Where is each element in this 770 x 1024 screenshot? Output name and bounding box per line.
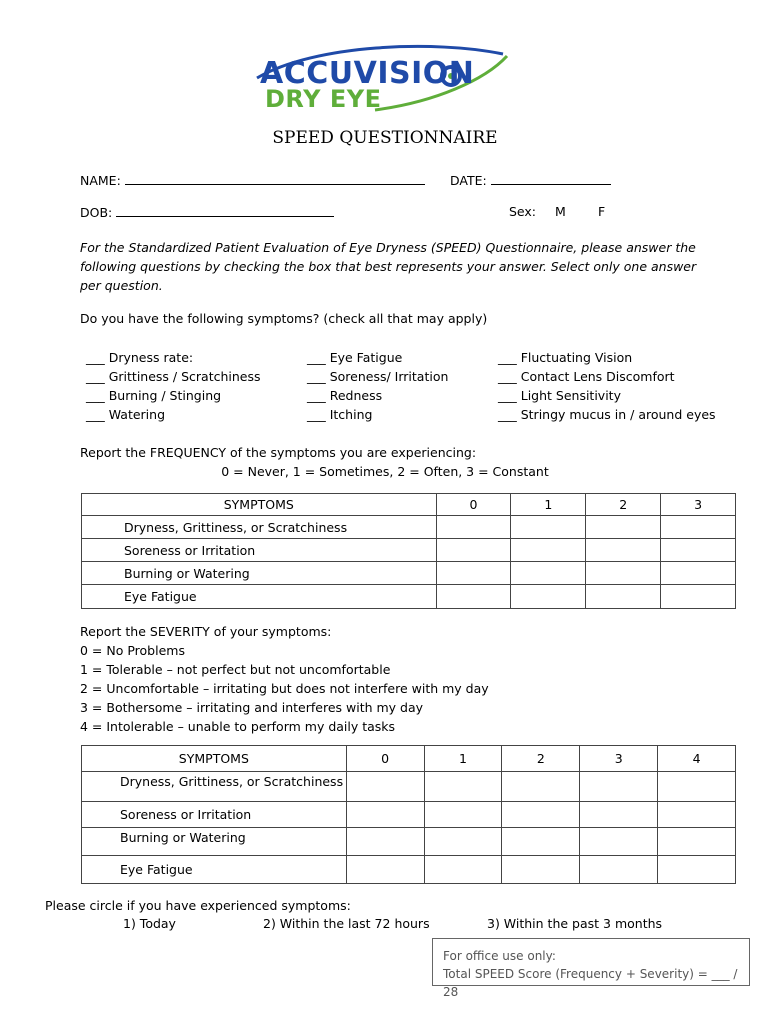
severity-cell[interactable]: [658, 772, 736, 802]
severity-row-label: Dryness, Grittiness, or Scratchiness: [82, 772, 347, 802]
timeframe-prompt: Please circle if you have experienced symptoms:: [45, 898, 351, 913]
table-row: [82, 856, 736, 884]
name-line[interactable]: [125, 172, 425, 185]
frequency-header-row: [82, 494, 736, 516]
severity-cell[interactable]: [424, 828, 502, 856]
severity-cell[interactable]: [346, 802, 424, 828]
severity-scale-item: 3 = Bothersome – irritating and interferes with my day: [80, 700, 424, 715]
frequency-cell[interactable]: [436, 539, 511, 562]
dob-label: DOB:: [80, 205, 113, 220]
logo-brand-text: ACCUVISION: [260, 56, 475, 91]
date-field[interactable]: [450, 172, 611, 188]
timeframe-option-72-hours[interactable]: 2) Within the last 72 hours: [263, 916, 430, 931]
severity-cell[interactable]: [346, 856, 424, 884]
severity-row-label: Burning or Watering: [82, 828, 347, 856]
office-use-box: [432, 938, 750, 999]
symptom-column-1: [86, 348, 261, 424]
severity-cell[interactable]: [424, 772, 502, 802]
frequency-prompt: Report the FREQUENCY of the symptoms you are experiencing:: [80, 445, 477, 460]
symptom-item[interactable]: ___ Burning / Stinging: [86, 388, 222, 403]
table-row: [82, 772, 736, 802]
severity-cell[interactable]: [580, 772, 658, 802]
frequency-scale: 0 = Never, 1 = Sometimes, 2 = Often, 3 = Constant: [221, 464, 549, 479]
symptom-item[interactable]: ___ Stringy mucus in / around eyes: [498, 407, 716, 422]
severity-cell[interactable]: [580, 828, 658, 856]
symptom-item[interactable]: ___ Contact Lens Discomfort: [498, 369, 675, 384]
frequency-table: [81, 493, 736, 609]
frequency-cell[interactable]: [511, 585, 586, 609]
severity-cell[interactable]: [502, 828, 580, 856]
frequency-cell[interactable]: [436, 516, 511, 539]
office-use-label: For office use only:: [443, 949, 556, 963]
date-line[interactable]: [491, 172, 611, 185]
symptom-item[interactable]: ___ Dryness rate:: [86, 350, 194, 365]
frequency-cell[interactable]: [511, 516, 586, 539]
severity-header-symptoms: SYMPTOMS: [82, 746, 347, 772]
table-row: [82, 585, 736, 609]
frequency-cell[interactable]: [511, 539, 586, 562]
symptom-item[interactable]: ___ Grittiness / Scratchiness: [86, 369, 261, 384]
severity-header-1: 1: [424, 746, 502, 772]
name-label: NAME:: [80, 173, 121, 188]
accuvision-logo: [255, 40, 515, 115]
severity-header-4: 4: [658, 746, 736, 772]
severity-scale-item: 0 = No Problems: [80, 643, 185, 658]
severity-cell[interactable]: [346, 828, 424, 856]
symptom-item[interactable]: ___ Watering: [86, 407, 166, 422]
symptom-item[interactable]: ___ Fluctuating Vision: [498, 350, 633, 365]
table-row: [82, 539, 736, 562]
sex-option-m[interactable]: M: [555, 204, 566, 219]
dob-line[interactable]: [116, 204, 334, 217]
frequency-cell[interactable]: [436, 585, 511, 609]
frequency-row-label: Soreness or Irritation: [82, 539, 437, 562]
frequency-header-symptoms: SYMPTOMS: [82, 494, 437, 516]
symptom-item[interactable]: ___ Itching: [307, 407, 373, 422]
severity-header-2: 2: [502, 746, 580, 772]
severity-scale-item: 4 = Intolerable – unable to perform my daily tasks: [80, 719, 396, 734]
table-row: [82, 516, 736, 539]
timeframe-option-today[interactable]: 1) Today: [123, 916, 176, 931]
severity-prompt: Report the SEVERITY of your symptoms:: [80, 624, 332, 639]
symptom-column-3: [498, 348, 716, 424]
frequency-row-label: Burning or Watering: [82, 562, 437, 585]
frequency-cell[interactable]: [661, 539, 736, 562]
symptom-column-2: [307, 348, 448, 424]
frequency-cell[interactable]: [511, 562, 586, 585]
frequency-row-label: Eye Fatigue: [82, 585, 437, 609]
table-row: [82, 802, 736, 828]
frequency-cell[interactable]: [661, 585, 736, 609]
symptom-item[interactable]: ___ Soreness/ Irritation: [307, 369, 449, 384]
intro-text: For the Standardized Patient Evaluation of Eye Dryness (SPEED) Questionnaire, please answer the following questions by checking the box that best represents your answer. Select only one answer per question.: [80, 240, 697, 293]
form-title: SPEED QUESTIONNAIRE: [272, 128, 498, 148]
frequency-cell[interactable]: [586, 585, 661, 609]
frequency-row-label: Dryness, Grittiness, or Scratchiness: [82, 516, 437, 539]
frequency-header-2: 2: [586, 494, 661, 516]
severity-scale-item: 1 = Tolerable – not perfect but not uncomfortable: [80, 662, 391, 677]
frequency-cell[interactable]: [586, 539, 661, 562]
frequency-cell[interactable]: [586, 516, 661, 539]
severity-cell[interactable]: [658, 802, 736, 828]
symptom-item[interactable]: ___ Redness: [307, 388, 383, 403]
frequency-header-3: 3: [661, 494, 736, 516]
frequency-header-0: 0: [436, 494, 511, 516]
table-row: [82, 562, 736, 585]
severity-scale-item: 2 = Uncomfortable – irritating but does not interfere with my day: [80, 681, 489, 696]
severity-cell[interactable]: [424, 856, 502, 884]
severity-cell[interactable]: [502, 802, 580, 828]
severity-header-row: [82, 746, 736, 772]
frequency-cell[interactable]: [436, 562, 511, 585]
name-field[interactable]: [80, 172, 425, 188]
severity-row-label: Soreness or Irritation: [82, 802, 347, 828]
symptom-item[interactable]: ___ Eye Fatigue: [307, 350, 403, 365]
symptom-item[interactable]: ___ Light Sensitivity: [498, 388, 621, 403]
sex-option-f[interactable]: F: [598, 204, 606, 219]
severity-cell[interactable]: [580, 802, 658, 828]
severity-cell[interactable]: [424, 802, 502, 828]
office-total-score: Total SPEED Score (Frequency + Severity) = ___ / 28: [443, 967, 738, 999]
severity-cell[interactable]: [502, 772, 580, 802]
severity-cell[interactable]: [658, 856, 736, 884]
dob-field[interactable]: [80, 204, 334, 220]
severity-cell[interactable]: [502, 856, 580, 884]
sex-label: Sex:: [509, 204, 537, 219]
frequency-cell[interactable]: [586, 562, 661, 585]
logo-sub-text: DRY EYE: [265, 85, 382, 113]
frequency-cell[interactable]: [661, 516, 736, 539]
table-row: [82, 828, 736, 856]
symptoms-prompt: Do you have the following symptoms? (check all that may apply): [80, 311, 488, 326]
severity-header-3: 3: [580, 746, 658, 772]
timeframe-option-3-months[interactable]: 3) Within the past 3 months: [487, 916, 663, 931]
severity-cell[interactable]: [658, 828, 736, 856]
frequency-cell[interactable]: [661, 562, 736, 585]
severity-legend: [80, 622, 489, 736]
severity-row-label: Eye Fatigue: [82, 856, 347, 884]
severity-table: [81, 745, 736, 884]
frequency-header-1: 1: [511, 494, 586, 516]
date-label: DATE:: [450, 173, 487, 188]
severity-cell[interactable]: [580, 856, 658, 884]
severity-cell[interactable]: [346, 772, 424, 802]
severity-header-0: 0: [346, 746, 424, 772]
